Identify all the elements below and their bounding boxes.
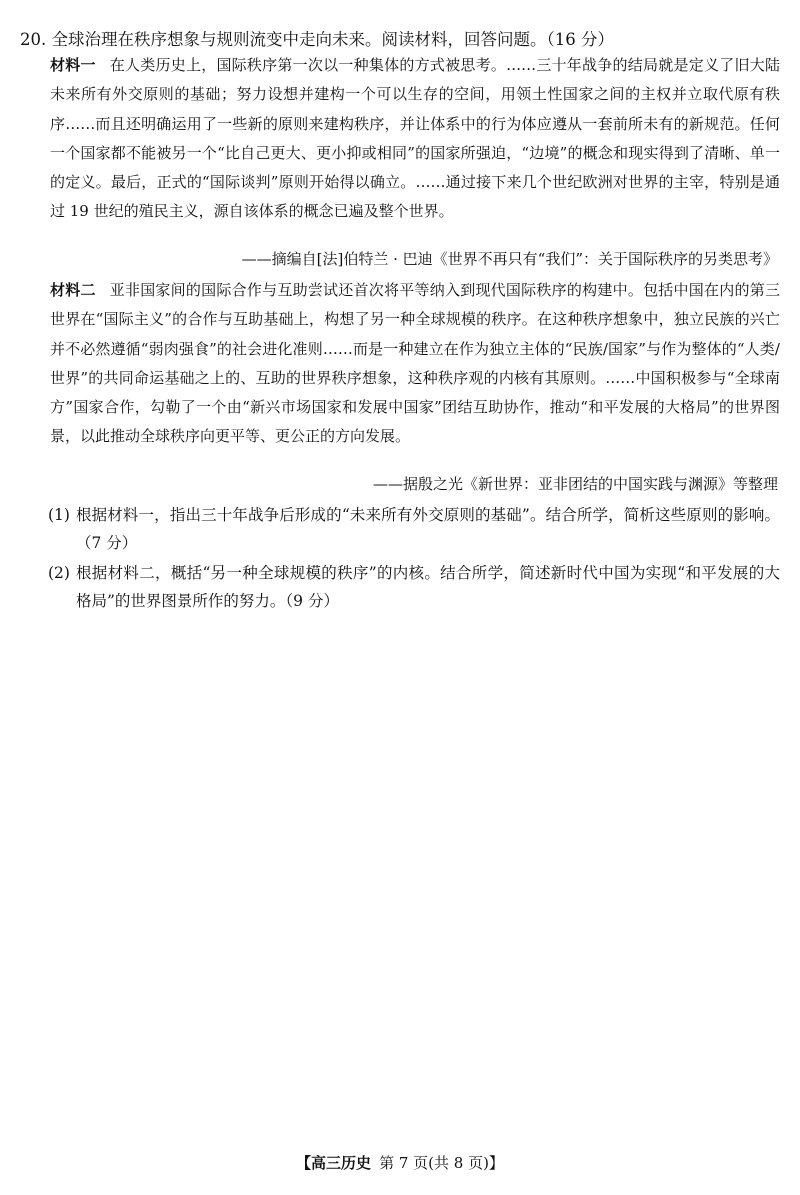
material-two-label: 材料二 <box>50 281 96 299</box>
subquestion-text: 根据材料二，概括“另一种全球规模的秩序”的内核。结合所学，简述新时代中国为实现“和平发展的大格局”的世界图景所作的努力。（9 分） <box>76 564 780 610</box>
question-title: 20. 全球治理在秩序想象与规则流变中走向未来。阅读材料，回答问题。（16 分） <box>20 30 614 49</box>
subquestion-text: 根据材料一，指出三十年战争后形成的“未来所有外交原则的基础”。结合所学，简析这些原则的影响。（7 分） <box>76 506 780 552</box>
footer-subject: 【高三历史 <box>296 1154 372 1172</box>
page-footer <box>0 1152 800 1174</box>
material-one <box>50 51 780 227</box>
material-one-label: 材料一 <box>50 56 96 74</box>
material-two-source: ——据殷之光《新世界：亚非团结的中国实践与渊源》等整理 <box>372 475 778 493</box>
material-one-text: 在人类历史上，国际秩序第一次以一种集体的方式被思考。……三十年战争的结局就是定义了旧大陆未来所有外交原则的基础；努力设想并建构一个可以生存的空间，用领土性国家之间的主权并立取代原有秩序……而且还明确运用了一些新的原则来建构秩序，并让体系中的行为体应遵从一套前所未有的新规范。任何一个国家都不能被另一个“比自己更大、更小抑或相同”的国家所强迫，“边境”的概念和现实得到了清晰、单一的定义。最后，正式的“国际谈判”原则开始得以确立。……通过接下来几个世纪欧洲对世界的主宰，特别是通过 19 世纪的殖民主义，源自该体系的概念已遍及整个世界。 <box>50 56 780 221</box>
material-two <box>50 276 780 452</box>
subquestion-number: (2) <box>48 564 70 582</box>
material-one-source: ——摘编自[法]伯特兰 · 巴迪《世界不再只有“我们”：关于国际秩序的另类思考》 <box>241 250 778 268</box>
subquestion-2 <box>50 560 780 615</box>
subquestion-1 <box>50 502 780 557</box>
footer-page-number: 第 7 页(共 8 页)】 <box>379 1154 504 1172</box>
material-two-text: 亚非国家间的国际合作与互助尝试还首次将平等纳入到现代国际秩序的构建中。包括中国在内的第三世界在“国际主义”的合作与互助基础上，构想了另一种全球规模的秩序。在这种秩序想象中，独立民族的兴亡并不必然遵循“弱肉强食”的社会进化准则……而是一种建立在作为独立主体的“民族/国家”与作为整体的“人类/世界”的共同命运基础之上的、互助的世界秩序想象，这种秩序观的内核有其原则。……中国积极参与“全球南方”国家合作，勾勒了一个由“新兴市场国家和发展中国家”团结互助协作，推动“和平发展的大格局”的世界图景，以此推动全球秩序向更平等、更公正的方向发展。 <box>50 281 780 446</box>
subquestion-number: (1) <box>48 506 70 524</box>
